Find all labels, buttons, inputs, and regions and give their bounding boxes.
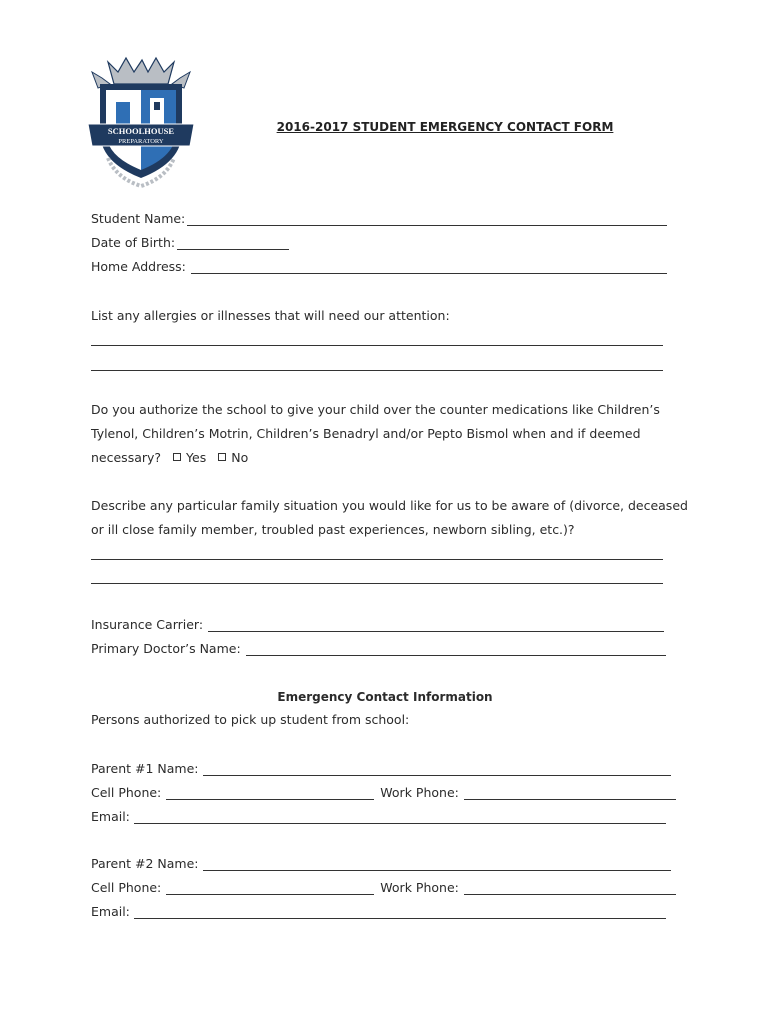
medication-question: necessary? xyxy=(91,450,162,465)
authorized-label: Persons authorized to pick up student from school: xyxy=(91,712,410,727)
parent2-email-row xyxy=(91,905,666,919)
parent1-email-field[interactable] xyxy=(134,811,666,824)
parent2-cell-label: Cell Phone: xyxy=(91,880,162,895)
parent1-cell-label: Cell Phone: xyxy=(91,785,162,800)
family-text-1: Describe any particular family situation you would like for us to be aware of (divorce, deceased xyxy=(91,498,688,513)
student-name-row xyxy=(91,212,667,226)
address-label: Home Address: xyxy=(91,259,186,274)
doctor-row xyxy=(91,642,666,656)
allergies-line-2[interactable] xyxy=(91,370,663,371)
parent1-phone-row xyxy=(91,786,676,800)
no-label: No xyxy=(231,450,249,465)
parent2-name-field[interactable] xyxy=(203,858,671,871)
allergies-label: List any allergies or illnesses that will need our attention: xyxy=(91,308,450,323)
parent2-name-label: Parent #2 Name: xyxy=(91,856,199,871)
parent2-email-label: Email: xyxy=(91,904,130,919)
dob-field[interactable] xyxy=(177,237,289,250)
parent1-name-row xyxy=(91,762,671,776)
parent1-name-label: Parent #1 Name: xyxy=(91,761,199,776)
yes-checkbox[interactable] xyxy=(173,453,181,461)
parent1-work-label: Work Phone: xyxy=(380,785,459,800)
no-checkbox[interactable] xyxy=(218,453,226,461)
logo-school-name: SCHOOLHOUSE xyxy=(107,126,175,136)
family-line-2[interactable] xyxy=(91,583,663,584)
parent1-name-field[interactable] xyxy=(203,763,671,776)
parent1-email-label: Email: xyxy=(91,809,130,824)
allergies-line-1[interactable] xyxy=(91,345,663,346)
parent2-work-field[interactable] xyxy=(464,882,676,895)
insurance-field[interactable] xyxy=(208,619,664,632)
dob-row xyxy=(91,236,289,250)
logo-school-subname: PREPARATORY xyxy=(118,138,164,145)
yes-label: Yes xyxy=(186,450,207,465)
doctor-field[interactable] xyxy=(246,643,666,656)
insurance-row xyxy=(91,618,664,632)
address-field[interactable] xyxy=(191,261,667,274)
medication-text-2: Tylenol, Children’s Motrin, Children’s Benadryl and/or Pepto Bismol when and if deemed xyxy=(91,426,641,441)
address-row xyxy=(91,260,667,274)
school-crest-logo xyxy=(86,54,196,190)
dob-label: Date of Birth: xyxy=(91,235,176,250)
medication-text-3 xyxy=(91,446,248,470)
parent2-name-row xyxy=(91,857,671,871)
family-text-2: or ill close family member, troubled past experiences, newborn sibling, etc.)? xyxy=(91,522,575,537)
parent1-work-field[interactable] xyxy=(464,787,676,800)
parent2-cell-field[interactable] xyxy=(166,882,374,895)
medication-text-1: Do you authorize the school to give your child over the counter medications like Children’s xyxy=(91,402,660,417)
family-line-1[interactable] xyxy=(91,559,663,560)
parent2-phone-row xyxy=(91,881,676,895)
form-title: 2016-2017 STUDENT EMERGENCY CONTACT FORM xyxy=(276,120,614,134)
insurance-label: Insurance Carrier: xyxy=(91,617,204,632)
emergency-heading: Emergency Contact Information xyxy=(277,690,493,704)
student-name-label: Student Name: xyxy=(91,211,186,226)
parent2-email-field[interactable] xyxy=(134,906,666,919)
doctor-label: Primary Doctor’s Name: xyxy=(91,641,241,656)
parent2-work-label: Work Phone: xyxy=(380,880,459,895)
parent1-cell-field[interactable] xyxy=(166,787,374,800)
student-name-field[interactable] xyxy=(187,213,667,226)
parent1-email-row xyxy=(91,810,666,824)
